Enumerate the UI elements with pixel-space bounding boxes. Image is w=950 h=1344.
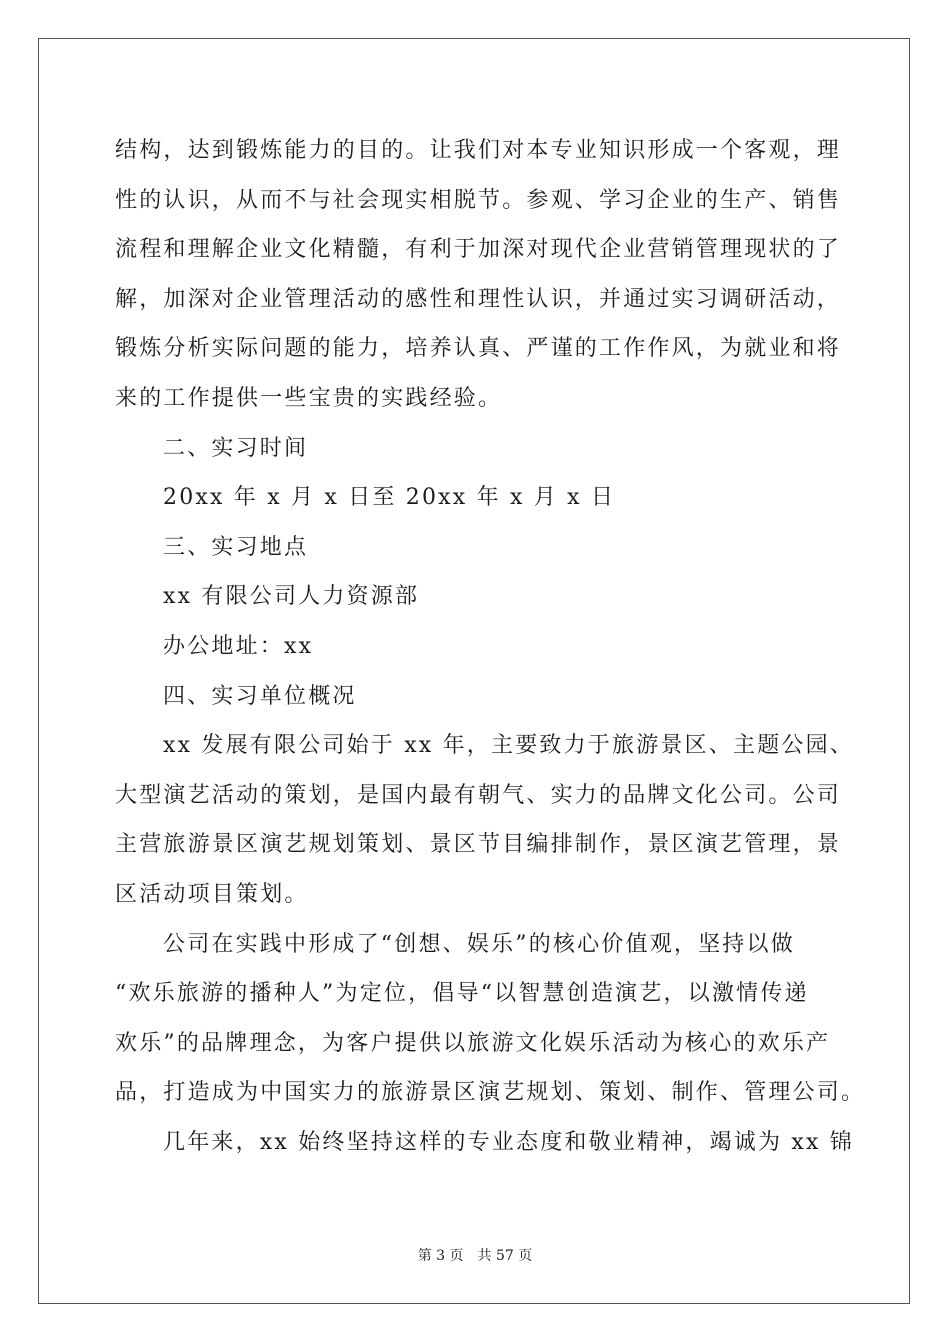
page-total: 共 57 页 — [477, 1248, 533, 1264]
text-line: 区活动项目策划。 — [115, 881, 309, 907]
text-line: 四、实习单位概况 — [163, 683, 357, 709]
text-line: 品，打造成为中国实力的旅游景区演艺规划、策划、制作、管理公司。 — [115, 1080, 866, 1106]
text-line: xx 有限公司人力资源部 — [163, 584, 420, 610]
text-line: 办公地址：xx — [163, 633, 314, 659]
text-line: 欢乐”的品牌理念，为客户提供以旅游文化娱乐活动为核心的欢乐产 — [115, 1030, 831, 1056]
text-line: 解，加深对企业管理活动的感性和理性认识，并通过实习调研活动， — [115, 286, 842, 312]
text-line: 二、实习时间 — [163, 435, 309, 461]
page-number: 第 3 页 — [417, 1248, 464, 1264]
text-line: xx 发展有限公司始于 xx 年，主要致力于旅游景区、主题公园、 — [163, 733, 855, 759]
page-footer — [0, 1245, 950, 1265]
text-line: 主营旅游景区演艺规划策划、景区节目编排制作，景区演艺管理，景 — [115, 832, 842, 858]
text-line: 结构，达到锻炼能力的目的。让我们对本专业知识形成一个客观，理 — [115, 138, 842, 163]
text-line: “欢乐旅游的播种人”为定位，倡导“以智慧创造演艺，以激情传递 — [115, 981, 809, 1007]
text-line: 流程和理解企业文化精髓，有利于加深对现代企业营销管理现状的了 — [115, 237, 842, 263]
text-line: 几年来，xx 始终坚持这样的专业态度和敬业精神，竭诚为 xx 锦 — [163, 1129, 855, 1155]
text-line: 来的工作提供一些宝贵的实践经验。 — [115, 385, 503, 411]
text-line: 锻炼分析实际问题的能力，培养认真、严谨的工作作风，为就业和将 — [115, 336, 842, 362]
text-line: 20xx 年 x 月 x 日至 20xx 年 x 月 x 日 — [163, 485, 616, 511]
text-line: 公司在实践中形成了“创想、娱乐”的核心价值观，坚持以做 — [163, 931, 795, 957]
text-line: 大型演艺活动的策划，是国内最有朝气、实力的品牌文化公司。公司 — [115, 782, 842, 808]
text-line: 性的认识，从而不与社会现实相脱节。参观、学习企业的生产、销售 — [115, 187, 842, 213]
text-line: 三、实习地点 — [163, 534, 309, 560]
document-body — [115, 126, 866, 1167]
